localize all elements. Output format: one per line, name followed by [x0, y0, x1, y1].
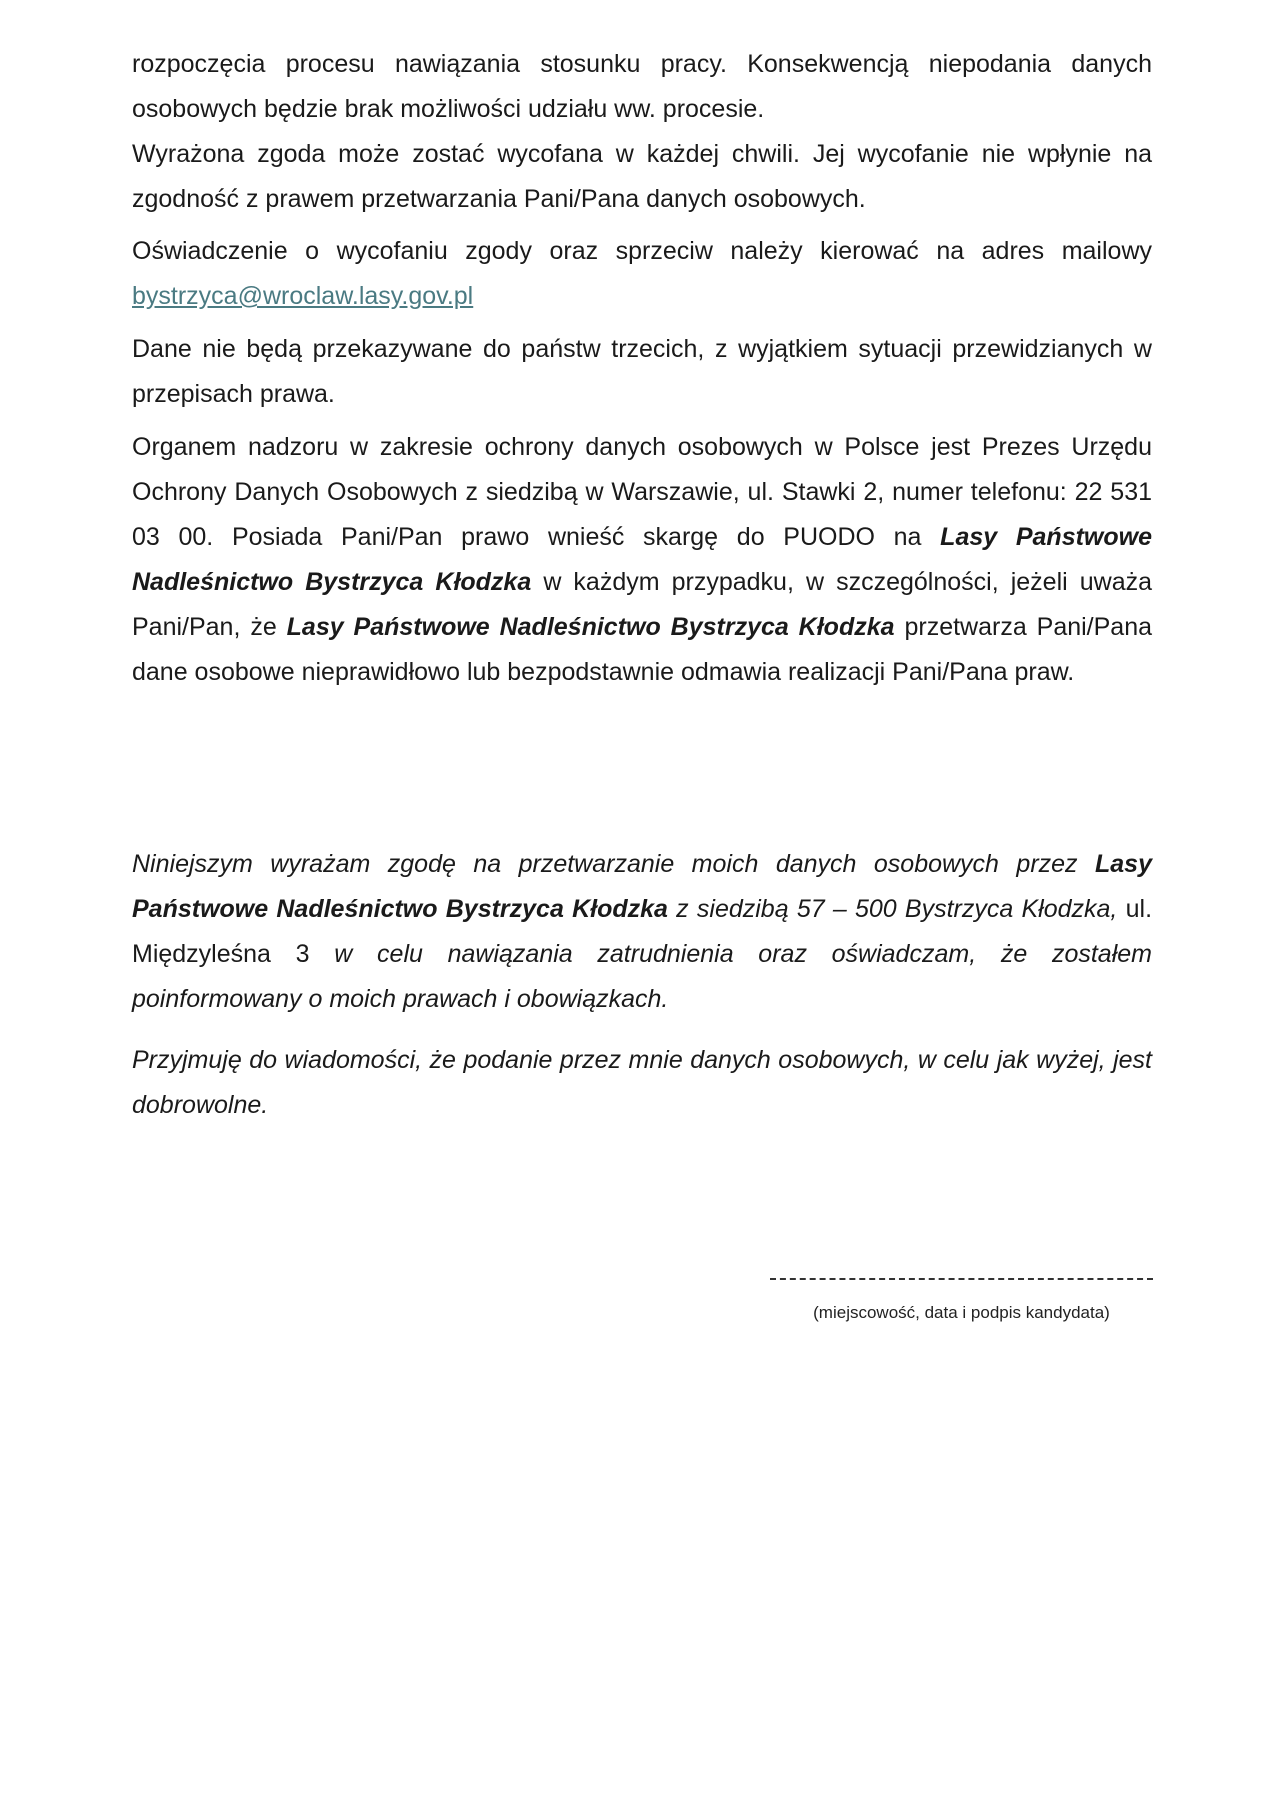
authority-text-c: przetwarza Pani/Pana dane osobowe nieprawidłowo lub bezpodstawnie odmawia realizacji Pani/Pana praw.	[132, 613, 1153, 686]
email-link[interactable]: bystrzyca@wroclaw.lasy.gov.pl	[132, 282, 474, 310]
paragraph-third-countries: Dane nie będą przekazywane do państw trzecich, z wyjątkiem sytuacji przewidzianych w przepisach prawa.	[132, 335, 1152, 408]
paragraph-process: rozpoczęcia procesu nawiązania stosunku pracy. Konsekwencją niepodania danych osobowych będzie brak możliwości udziału ww. procesie.	[132, 50, 1152, 123]
consent-text-c: w celu nawiązania zatrudnienia oraz oświadczam, że zostałem poinformowany o moich prawach i obowiązkach.	[132, 940, 1152, 1013]
objection-text: Oświadczenie o wycofaniu zgody oraz sprzeciw należy kierować na adres mailowy	[132, 237, 1152, 265]
consent-paragraph	[132, 842, 1152, 1022]
rodo-information-text	[132, 42, 1152, 695]
authority-text-a: Organem nadzoru w zakresie ochrony danych osobowych w Polsce jest Prezes Urzędu Ochrony Danych Osobowych z siedzibą w Warszawie, ul. Stawki 2, numer telefonu: 22 531 03 00. Posiada Pani/Pan prawo wnieść skargę do PUODO na	[132, 433, 1152, 551]
paragraph-objection-address	[132, 229, 1152, 319]
organization-name: Lasy Państwowe Nadleśnictwo Bystrzyca Kłodzka	[132, 850, 1152, 923]
paragraph-supervisory-authority	[132, 425, 1152, 695]
authority-text-b: w każdym przypadku, w szczególności, jeżeli uważa Pani/Pan, że	[132, 568, 1153, 641]
organization-name: Lasy Państwowe Nadleśnictwo Bystrzyca Kłodzka	[286, 613, 895, 641]
consent-text-b: z siedzibą 57 – 500 Bystrzyca Kłodzka,	[676, 895, 1118, 923]
consent-declaration	[132, 842, 1152, 1128]
consent-text-a: Niniejszym wyrażam zgodę na przetwarzanie moich danych osobowych przez	[132, 850, 1078, 878]
organization-name: Lasy Państwowe Nadleśnictwo Bystrzyca Kłodzka	[132, 523, 1152, 596]
voluntary-statement: Przyjmuję do wiadomości, że podanie przez mnie danych osobowych, w celu jak wyżej, jest dobrowolne.	[132, 1046, 1152, 1119]
paragraph-consent-withdrawal: Wyrażona zgoda może zostać wycofana w każdej chwili. Jej wycofanie nie wpłynie na zgodność z prawem przetwarzania Pani/Pana danych osobowych.	[132, 140, 1152, 213]
signature-caption: (miejscowość, data i podpis kandydata)	[813, 1303, 1110, 1322]
signature-line	[770, 1278, 1153, 1280]
organization-address: ul. Międzyleśna 3	[132, 895, 1153, 968]
